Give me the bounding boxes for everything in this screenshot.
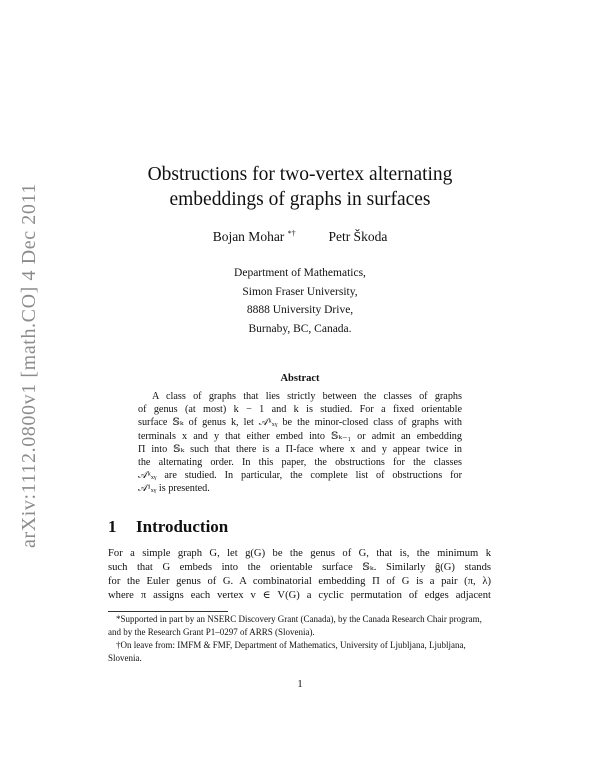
section-title: Introduction [136, 517, 229, 536]
section-number: 1 [108, 517, 117, 536]
abstract-line: Π into 𝕊ₖ such that there is a Π-face where x and y appear twice in [138, 443, 462, 455]
title-line-2: embeddings of graphs in surfaces [169, 189, 431, 210]
abstract-line: 𝒜¹ₓᵧ is presented. [138, 483, 210, 495]
affiliation-line: Burnaby, BC, Canada. [248, 322, 352, 335]
abstract-line: surface 𝕊ₖ of genus k, let 𝒜ᵏₓᵧ be the minor-closed class of graphs with [138, 417, 462, 429]
affiliation-line: Department of Mathematics, [234, 267, 366, 279]
footnote-leave: †On leave from: IMFM & FMF, Department of Mathematics, University of Ljubljana, Ljubljana, Slovenia. [108, 640, 466, 663]
abstract-line: 𝒜ᵏₓᵧ are studied. In particular, the complete list of obstructions for [138, 470, 462, 482]
footnote-funding: *Supported in part by an NSERC Discovery Grant (Canada), by the Canada Research Chair program, and by the Research Grant P1–0297 of ARRS (Slovenia). [108, 614, 482, 637]
author-name: Bojan Mohar [212, 229, 285, 244]
intro-line: For a simple graph G, let g(G) be the genus of G, that is, the minimum k [108, 548, 491, 559]
abstract-heading: Abstract [280, 373, 320, 384]
arxiv-identifier-stamp: arXiv:1112.0800v1 [math.CO] 4 Dec 2011 [18, 183, 40, 548]
section-heading [108, 517, 228, 537]
affiliation-line: Simon Fraser University, [242, 285, 358, 298]
affiliation-line: 8888 University Drive, [246, 304, 354, 316]
introduction-paragraph [108, 547, 491, 603]
author-list [180, 229, 420, 245]
page-number: 1 [297, 678, 303, 690]
abstract-line: of genus (at most) k − 1 and k is studied. For a fixed orientable [138, 404, 462, 416]
footnotes [108, 613, 491, 665]
paper-title [100, 162, 500, 212]
affiliation-block [180, 264, 420, 338]
intro-line: for the Euler genus of G. A combinatorial embedding Π of G is a pair (π, λ) [108, 576, 491, 588]
footnote-rule [108, 611, 228, 612]
abstract-body [138, 390, 462, 496]
intro-line: where π assigns each vertex v ∈ V(G) a cyclic permutation of edges adjacent [108, 590, 491, 602]
author-name: Petr Škoda [328, 229, 388, 244]
title-line-1: Obstructions for two-vertex alternating [147, 164, 453, 185]
abstract-line: the alternating order. In this paper, the obstructions for the classes [138, 457, 462, 469]
abstract-line: A class of graphs that lies strictly between the classes of graphs [152, 391, 462, 402]
intro-line: such that G embeds into the orientable surface 𝕊ₖ. Similarly ĝ(G) stands [108, 562, 491, 574]
author-footnote-marks: *† [287, 229, 296, 238]
abstract-line: terminals x and y that either embed into 𝕊ₖ₋₁ or admit an embedding [138, 430, 462, 442]
